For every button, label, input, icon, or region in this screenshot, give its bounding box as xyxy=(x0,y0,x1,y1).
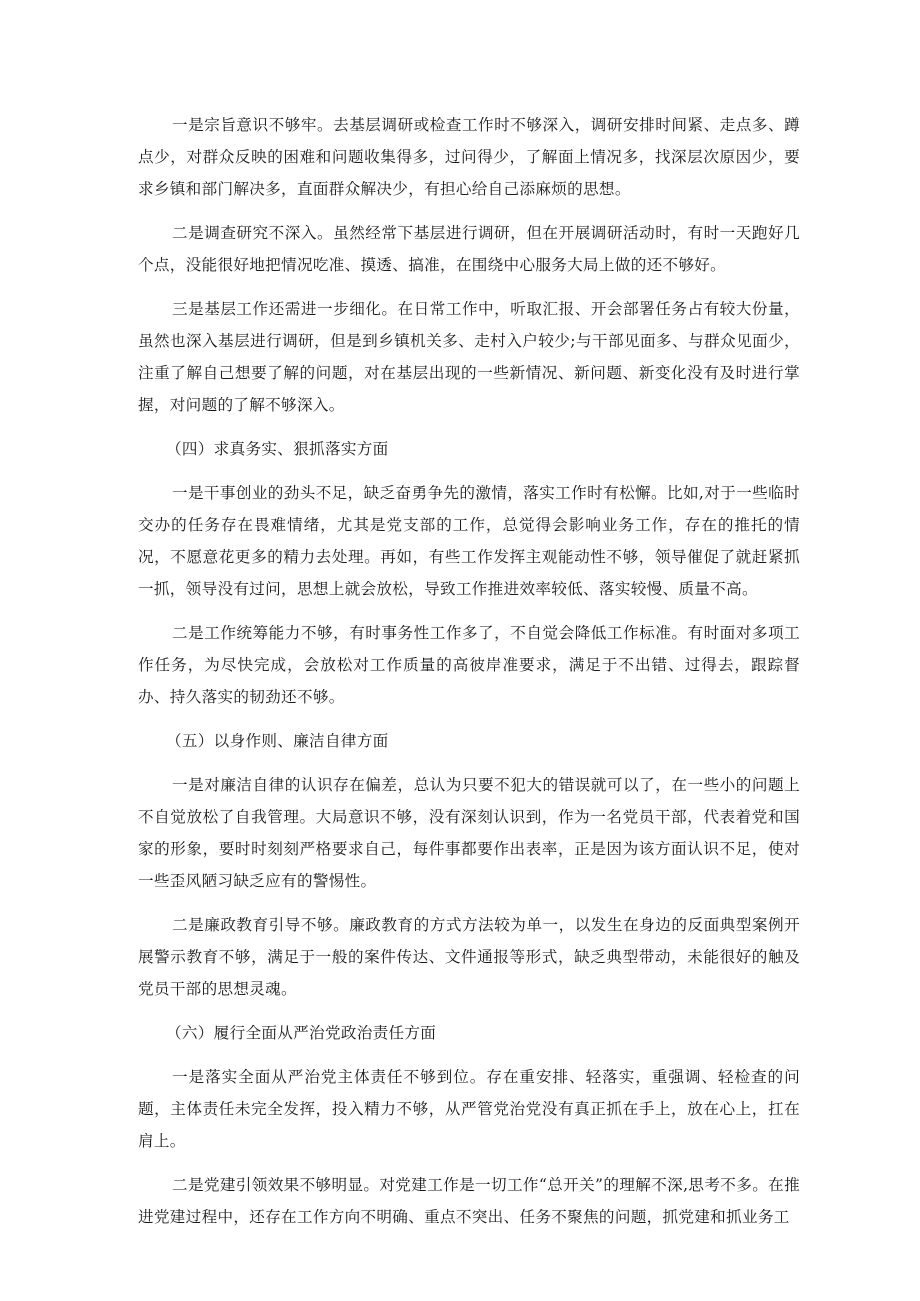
section-heading-5: （五）以身作则、廉洁自律方面 xyxy=(166,732,389,750)
paragraph-main-responsibility: 一是落实全面从严治党主体责任不够到位。存在重安排、轻落实，重强调、轻检查的问题，主体责任未完全发挥，投入精力不够，从严管党治党没有真正抓在手上，放在心上，扛在肩上。 xyxy=(138,1068,800,1150)
paragraph-integrity-awareness: 一是对廉洁自律的认识存在偏差，总认为只要不犯大的错误就可以了，在一些小的问题上不自觉放松了自我管理。大局意识不够，没有深刻认识到，作为一名党员干部，代表着党和国家的形象，要时时刻刻严格要求自己，每件事都要作出表率，正是因为该方面认识不足，使对一些歪风陋习缺乏应有的警惕性。 xyxy=(138,776,800,890)
paragraph-research-depth: 二是调查研究不深入。虽然经常下基层进行调研，但在开展调研活动时，有时一天跑好几个点，没能很好地把情况吃准、摸透、搞准，在围绕中心服务大局上做的还不够好。 xyxy=(138,224,800,274)
paragraph-integrity-education: 二是廉政教育引导不够。廉政教育的方式方法较为单一，以发生在身边的反面典型案例开展警示教育不够，满足于一般的案件传达、文件通报等形式，缺乏典型带动，未能很好的触及党员干部的思想灵魂。 xyxy=(138,916,800,998)
paragraph-grassroots-work: 三是基层工作还需进一步细化。在日常工作中，听取汇报、开会部署任务占有较大份量，虽然也深入基层进行调研，但是到乡镇机关多、走村入户较少;与干部见面多、与群众见面少，注重了解自己想要了解的问题，对在基层出现的一些新情况、新问题、新变化没有及时进行掌握，对问题的了解不够深入。 xyxy=(138,300,800,414)
document-body xyxy=(138,109,800,1233)
paragraph-coordination-ability: 二是工作统筹能力不够，有时事务性工作多了，不自觉会降低工作标准。有时面对多项工作任务，为尽快完成，会放松对工作质量的高彼岸准要求，满足于不出错、过得去，跟踪督办、持久落实的韧劲还不够。 xyxy=(138,624,800,706)
section-heading-4: （四）求真务实、狠抓落实方面 xyxy=(166,440,389,458)
section-heading-6: （六）履行全面从严治党政治责任方面 xyxy=(166,1024,437,1042)
paragraph-purpose-awareness: 一是宗旨意识不够牢。去基层调研或检查工作时不够深入，调研安排时间紧、走点多、蹲点少，对群众反映的困难和问题收集得多，过问得少，了解面上情况多，找深层次原因少，要求乡镇和部门解决多，直面群众解决少，有担心给自己添麻烦的思想。 xyxy=(138,116,800,198)
paragraph-party-building: 二是党建引领效果不够明显。对党建工作是一切工作“总开关”的理解不深,思考不多。在推进党建过程中，还存在工作方向不明确、重点不突出、任务不聚焦的问题，抓党建和抓业务工 xyxy=(138,1176,800,1226)
paragraph-enterprise-drive: 一是干事创业的劲头不足，缺乏奋勇争先的激情，落实工作时有松懈。比如,对于一些临时交办的任务存在畏难情绪，尤其是党支部的工作，总觉得会影响业务工作，存在的推托的情况，不愿意花更多的精力去处理。再如，有些工作发挥主观能动性不够，领导催促了就赶紧抓一抓，领导没有过问，思想上就会放松，导致工作推进效率较低、落实较慢、质量不高。 xyxy=(138,484,800,598)
